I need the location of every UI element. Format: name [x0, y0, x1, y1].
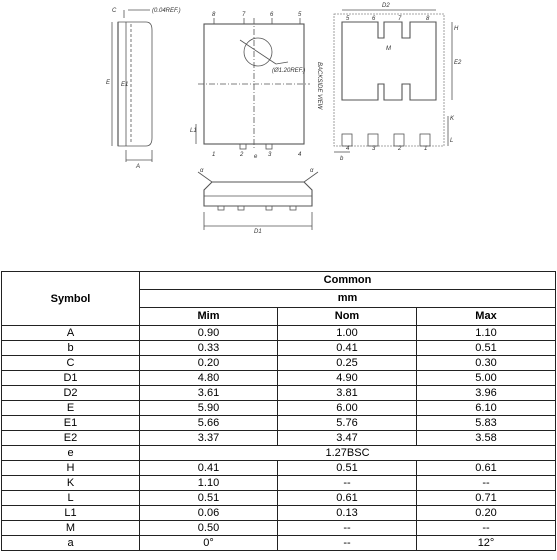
symbol-cell: E2: [2, 431, 140, 446]
front-view: [198, 172, 318, 230]
min-cell: 5.66: [140, 416, 278, 431]
circle-ref-label: (Ø1.20REF.): [272, 68, 306, 74]
symbol-cell: D2: [2, 386, 140, 401]
back-pin-label: 4: [346, 146, 350, 152]
side-view: [112, 10, 152, 162]
min-cell: 0°: [140, 536, 278, 551]
top-pin-label: 8: [212, 12, 216, 18]
back-pin-label: 2: [398, 146, 402, 152]
table-row: [2, 371, 556, 386]
max-cell: 5.00: [417, 371, 556, 386]
max-cell: 6.10: [417, 401, 556, 416]
dim-label-b: b: [340, 156, 344, 162]
symbol-cell: M: [2, 521, 140, 536]
min-cell: 0.51: [140, 491, 278, 506]
merged-value-cell: 1.27BSC: [140, 446, 556, 461]
max-cell: 0.71: [417, 491, 556, 506]
top-view: [196, 18, 310, 150]
dim-label-M: M: [386, 46, 391, 52]
dim-label-L: L: [450, 138, 454, 144]
nom-cell: --: [278, 476, 417, 491]
symbol-cell: L1: [2, 506, 140, 521]
nom-cell: --: [278, 536, 417, 551]
table-row: [2, 536, 556, 551]
symbol-cell: L: [2, 491, 140, 506]
max-cell: 0.61: [417, 461, 556, 476]
nom-cell: 0.41: [278, 341, 417, 356]
min-cell: 0.33: [140, 341, 278, 356]
min-cell: 3.37: [140, 431, 278, 446]
symbol-cell: K: [2, 476, 140, 491]
min-cell: 3.61: [140, 386, 278, 401]
nom-cell: 0.25: [278, 356, 417, 371]
bottom-pin-label: 1: [212, 152, 216, 158]
dim-label-K: K: [450, 116, 455, 122]
nom-header: Nom: [278, 308, 417, 326]
symbol-cell: b: [2, 341, 140, 356]
bottom-pin-label: 3: [268, 152, 272, 158]
back-pin-label: 1: [424, 146, 428, 152]
dim-label-alpha: α: [310, 168, 314, 174]
symbol-cell: E: [2, 401, 140, 416]
min-header: Mim: [140, 308, 278, 326]
table-row: [2, 431, 556, 446]
symbol-header: Symbol: [2, 272, 140, 326]
unit-header: mm: [140, 290, 556, 308]
min-cell: 4.80: [140, 371, 278, 386]
min-cell: 0.06: [140, 506, 278, 521]
dim-label-D1: D1: [254, 229, 262, 235]
package-outline-drawing: [0, 0, 557, 262]
min-cell: 0.90: [140, 326, 278, 341]
bottom-pin-label: 4: [298, 152, 302, 158]
nom-cell: 4.90: [278, 371, 417, 386]
dimension-table-body: [2, 326, 556, 551]
max-header: Max: [417, 308, 556, 326]
dim-label-L1: L1: [190, 128, 197, 134]
max-cell: 3.58: [417, 431, 556, 446]
top-pin-label: 6: [270, 12, 274, 18]
top-pin-label: 5: [298, 12, 302, 18]
symbol-cell: C: [2, 356, 140, 371]
nom-cell: 5.76: [278, 416, 417, 431]
max-cell: 0.30: [417, 356, 556, 371]
max-cell: 0.20: [417, 506, 556, 521]
max-cell: --: [417, 476, 556, 491]
min-cell: 1.10: [140, 476, 278, 491]
min-cell: 0.41: [140, 461, 278, 476]
symbol-cell: D1: [2, 371, 140, 386]
dim-label-E2: E2: [454, 60, 462, 66]
dim-label-alpha: α: [200, 168, 204, 174]
dim-label-D2: D2: [382, 3, 390, 9]
table-row: [2, 341, 556, 356]
dim-label-c-ref: (0.04REF.): [152, 8, 181, 14]
table-row: [2, 326, 556, 341]
nom-cell: 0.51: [278, 461, 417, 476]
back-pin-label: 3: [372, 146, 376, 152]
back-pin-label: 7: [398, 16, 402, 22]
max-cell: 3.96: [417, 386, 556, 401]
back-pin-label: 6: [372, 16, 376, 22]
dim-label-H: H: [454, 26, 459, 32]
max-cell: 12°: [417, 536, 556, 551]
table-row: [2, 356, 556, 371]
nom-cell: 3.47: [278, 431, 417, 446]
symbol-cell: a: [2, 536, 140, 551]
dim-label-E: E: [106, 80, 111, 86]
dim-label-e: e: [254, 154, 258, 160]
table-row: [2, 386, 556, 401]
nom-cell: 3.81: [278, 386, 417, 401]
table-row: [2, 416, 556, 431]
table-row: [2, 491, 556, 506]
max-cell: 0.51: [417, 341, 556, 356]
symbol-cell: H: [2, 461, 140, 476]
symbol-cell: E1: [2, 416, 140, 431]
nom-cell: 1.00: [278, 326, 417, 341]
nom-cell: 0.13: [278, 506, 417, 521]
back-pin-label: 8: [426, 16, 430, 22]
table-row: [2, 446, 556, 461]
backside-view-label: BACKSIDE VIEW: [316, 62, 322, 110]
dimension-table: [1, 271, 556, 551]
backside-view: [334, 10, 452, 152]
table-row: [2, 461, 556, 476]
table-row: [2, 401, 556, 416]
nom-cell: 0.61: [278, 491, 417, 506]
table-row: [2, 521, 556, 536]
min-cell: 5.90: [140, 401, 278, 416]
top-pin-label: 7: [242, 12, 246, 18]
table-row: [2, 506, 556, 521]
nom-cell: --: [278, 521, 417, 536]
back-pin-label: 5: [346, 16, 350, 22]
max-cell: 5.83: [417, 416, 556, 431]
nom-cell: 6.00: [278, 401, 417, 416]
dim-label-E1: E1: [121, 82, 129, 88]
dim-label-C: C: [112, 8, 117, 14]
dim-label-A: A: [136, 164, 141, 170]
max-cell: --: [417, 521, 556, 536]
symbol-cell: e: [2, 446, 140, 461]
symbol-cell: A: [2, 326, 140, 341]
max-cell: 1.10: [417, 326, 556, 341]
table-row: [2, 476, 556, 491]
min-cell: 0.50: [140, 521, 278, 536]
bottom-pin-label: 2: [240, 152, 244, 158]
common-header: Common: [140, 272, 556, 290]
min-cell: 0.20: [140, 356, 278, 371]
